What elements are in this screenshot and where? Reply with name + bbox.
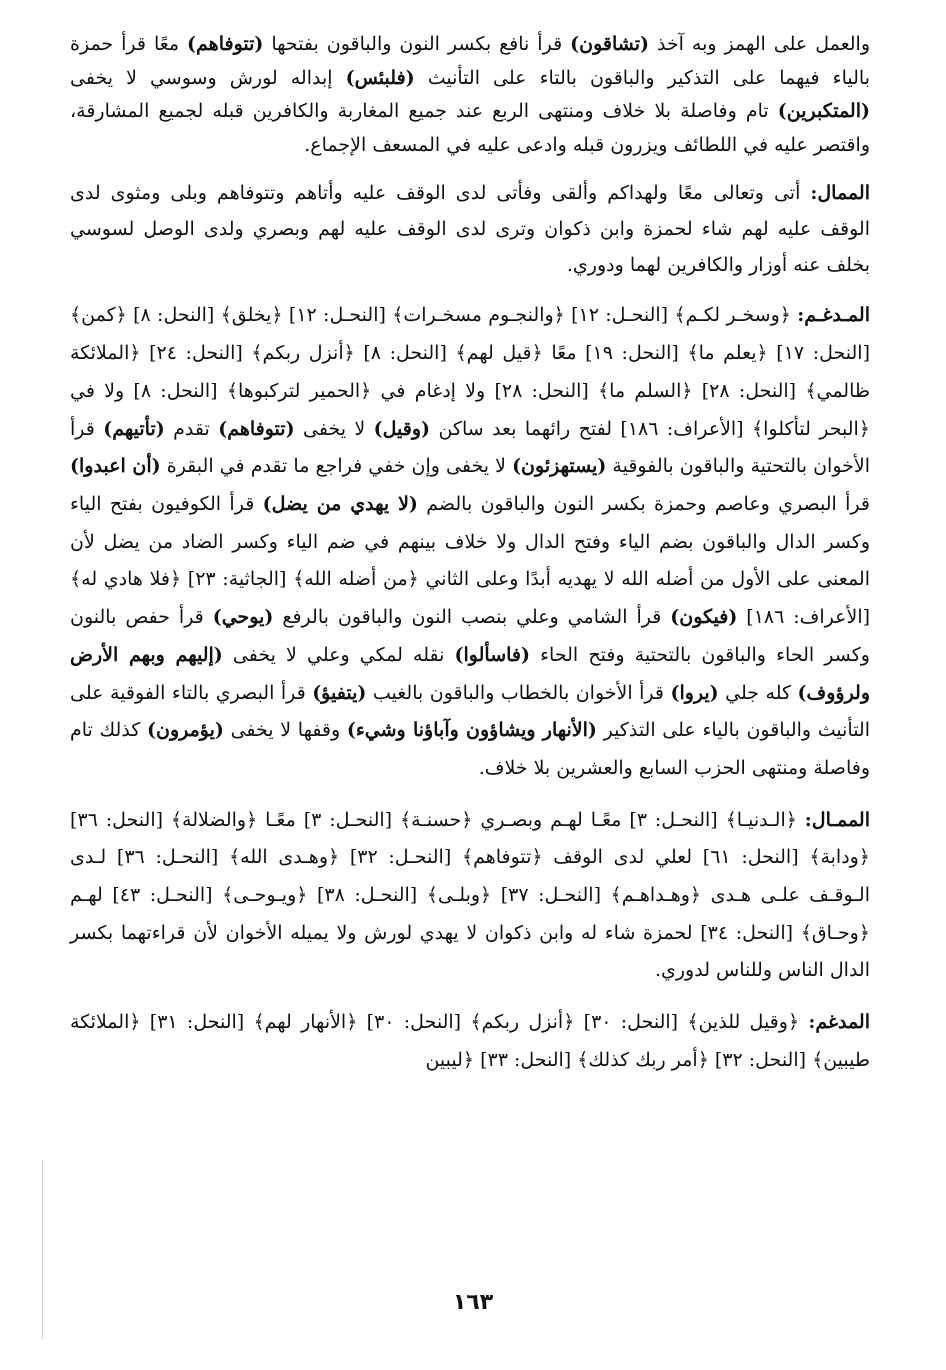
text-run: نقله لمكي وعلي لا يخفى xyxy=(222,643,455,666)
bold-term: (يتفيؤ) xyxy=(312,681,367,704)
text-run: تقدم xyxy=(164,417,219,440)
text-run: والعمل على الهمز وبه آخذ xyxy=(648,33,870,55)
bold-term: (يوحي) xyxy=(212,606,274,629)
bold-term: (تأتيهم) xyxy=(103,417,165,440)
text-run: إبداله لورش وسوسي لا يخفى xyxy=(70,66,346,89)
bold-term: (إليهم وبهم الأرض ولرؤوف) xyxy=(70,643,871,704)
text-run: قرأ الشامي وعلي بنصب النون والباقون بالرفع xyxy=(273,606,671,629)
text-run: قرأ البصري بالتاء الفوقية على التأنيث والباقون بالياء على التذكير xyxy=(70,681,871,742)
text-run: تام وفاصلة بلا خلاف ومنتهى الربع عند جميع المغاربة والكافرين قبله لجميع المشارقة، واقتصر عليه في اللطائف ويزرون قبله وادعى عليه في المسعف الإجماع. xyxy=(70,100,870,156)
bold-term: (يؤمرون) xyxy=(147,719,224,742)
text-run: قرأ حفص بالنون وكسر الحاء والباقون بالتحتية وفتح الحاء xyxy=(70,606,870,666)
bold-term: (لا يهدي من يضل) xyxy=(262,493,418,515)
bold-term: (تتوفاهم) xyxy=(187,33,264,55)
text-run: ﴿وقيل للذين﴾ [النحل: ٣٠] ﴿أنزل ربكم﴾ [النحل: ٣٠] ﴿الأنهار لهم﴾ [النحل: ٣١] ﴿الملائكة طيبين﴾ [النحل: ٣٢] ﴿أمر ربك كذلك﴾ [النحل: ٣٣] ﴿ليبين xyxy=(70,1011,870,1071)
bold-term: (تشاقون) xyxy=(570,33,649,55)
text-run: كله جلي xyxy=(718,681,798,704)
text-run: قرأ الكوفيون بفتح الياء وكسر الدال والباقون بضم الياء وفتح الدال ولا خلاف بينهم في ضم الياء وكسر الضاد من يضل لأن المعنى على الأول من أضله الله لا يهديه أبدًا وعلى الثاني ﴿من أضله الله﴾ [الجاثية: ٢٣] ﴿فلا هادي له﴾ [الأعراف: ١٨٦] xyxy=(70,493,871,629)
bold-term: (يستهزئون) xyxy=(512,455,607,478)
text-run: وقفها لا يخفى xyxy=(223,719,347,742)
paragraph-hamz-tashaqqun xyxy=(70,28,870,162)
text-run: قرأ الأخوان بالتحتية والباقون بالفوقية xyxy=(70,417,871,478)
text-run: كذلك تام وفاصلة ومنتهى الحزب السابع والعشرين بلا خلاف. xyxy=(70,719,870,779)
text-run: ﴿وسخـر لكـم﴾ [النحـل: ١٢] ﴿والنجـوم مسخـرات﴾ [النحـل: ١٢] ﴿يخلق﴾ [النحل: ٨] ﴿كمن﴾ [النحل: ١٧] ﴿يعلم ما﴾ [النحل: ١٩] معًا ﴿قيل لهم﴾ [النحل: ٨] ﴿أنزل ربكم﴾ [النحل: ٢٤] ﴿الملائكة ظالمي﴾ [النحل: ٢٨] ﴿السلم ما﴾ [النحل: ٢٨] ولا إدغام في ﴿الحمير لتركبوها﴾ [النحل: ٨] ولا في ﴿البحر لتأكلوا﴾ [الأعراف: ١٨٦] لفتح رائهما بعد ساكن xyxy=(70,304,871,440)
paragraph-mudgham-1 xyxy=(70,297,870,787)
bold-term: (فاسألوا) xyxy=(454,643,530,666)
text-run: قرأ الأخوان بالخطاب والباقون بالغيب xyxy=(366,681,671,704)
bold-term: المدغم: xyxy=(808,1011,870,1034)
text-run: أتى وتعالى معًا ولهداكم وألقى وفأتى لدى الوقف عليه وأتاهم وتتوفاهم وبلى ومثوى لدى الوقف عليه لهم شاء لحمزة وابن ذكوان وترى لدى الوقف عليه لهم وبصري ولدى الوصل لسوسي بخلف عنه أوزار والكافرين لهما ودوري. xyxy=(70,182,870,276)
bold-term: (الأنهار ويشاؤون وآباؤنا وشيء) xyxy=(346,719,597,742)
page-body xyxy=(70,28,870,1094)
bold-term: الممـال: xyxy=(804,808,870,831)
bold-term: (أن اعبدوا) xyxy=(70,455,161,478)
text-run: قرأ البصري وعاصم وحمزة بكسر النون والباقون بالضم xyxy=(417,493,870,515)
page-number: ١٦٣ xyxy=(452,1290,494,1315)
text-run: ﴿الـدنيـا﴾ [النحـل: ٣] معًـا لهـم وبصـري ﴿حسنـة﴾ [النحـل: ٣] معًـا ﴿والضلالة﴾ [النحل: ٣٦] ﴿ودابة﴾ [النحل: ٦١] لعلي لدى الوقف ﴿تتوفاهم﴾ [النحـل: ٣٢] ﴿وهـدى الله﴾ [النحـل: ٣٦] لـدى الـوقـف علـى هـدى ﴿وهـداهـم﴾ [النحـل: ٣٧] ﴿وبلـى﴾ [النحـل: ٣٨] ﴿ويـوحـى﴾ [النحـل: ٤٣] لهـم ﴿وحـاق﴾ [النحل: ٣٤] لحمزة شاء له وابن ذكوان لا يهدي لورش ولا يميله الأخوان لأن قراءتهما بكسر الدال الناس وللناس لدوري. xyxy=(70,808,870,982)
bold-term: (فيكون) xyxy=(670,606,738,629)
paragraph-mumal-1 xyxy=(70,176,870,283)
bold-term: (المتكبرين) xyxy=(777,100,870,123)
bold-term: (تتوفاهم) xyxy=(218,417,295,440)
text-run: لا يخفى وإن خفي فراجع ما تقدم في البقرة xyxy=(160,455,513,478)
bold-term: الممال: xyxy=(810,182,870,205)
text-run: لا يخفى xyxy=(294,417,374,440)
paragraph-mumal-2 xyxy=(70,802,870,991)
bold-term: (يروا) xyxy=(670,681,719,704)
bold-term: (وقيل) xyxy=(373,417,431,440)
bold-term: المـدغـم: xyxy=(797,304,870,327)
bold-term: (فلبئس) xyxy=(345,66,415,89)
paragraph-mudgham-2 xyxy=(70,1004,870,1079)
text-run: معًا قرأ حمزة بالياء فيهما على التذكير والباقون بالتاء على التأنيث xyxy=(70,33,870,89)
text-run: قرأ نافع بكسر النون والباقون بفتحها xyxy=(263,33,571,55)
